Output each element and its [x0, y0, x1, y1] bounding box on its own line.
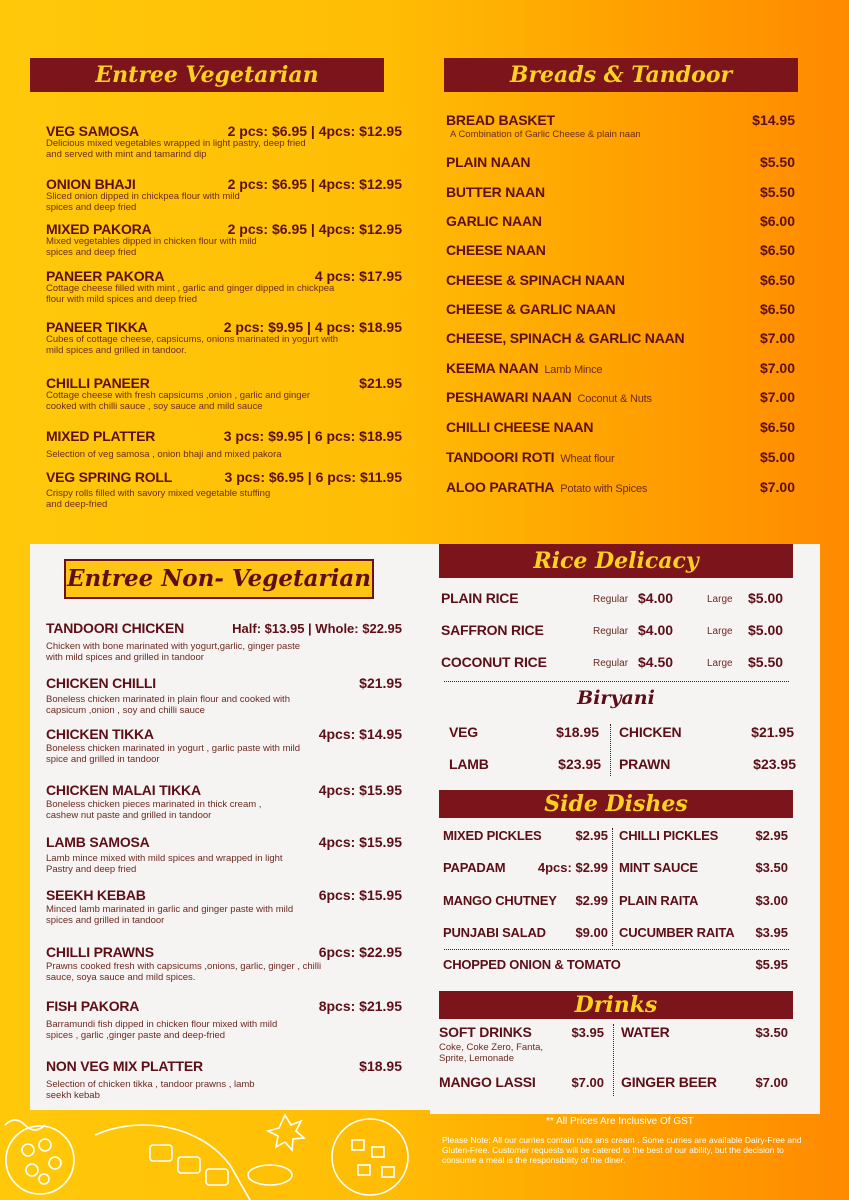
item-name: CHILLI PANEER — [46, 375, 150, 391]
item-name: SEEKH KEBAB — [46, 887, 146, 903]
item-price: $21.95 — [359, 375, 402, 391]
item-sub: Coconut & Nuts — [577, 393, 652, 405]
item-price: $6.50 — [759, 242, 795, 258]
item-price: $18.95 — [359, 1058, 402, 1074]
regular-price: $4.00 — [638, 622, 674, 638]
item-price: $3.50 — [755, 1025, 788, 1040]
item-name: CHICKEN — [619, 724, 682, 740]
menu-item — [443, 828, 608, 843]
item-name: PRAWN — [619, 756, 671, 772]
menu-item — [449, 756, 601, 772]
regular-price: $4.00 — [638, 590, 674, 606]
item-name: MANGO CHUTNEY — [443, 893, 557, 908]
item-name: CHEESE & GARLIC NAAN — [446, 301, 616, 317]
menu-item — [619, 925, 788, 940]
menu-item — [46, 782, 402, 821]
menu-item — [446, 242, 795, 258]
item-name: CHICKEN TIKKA — [46, 726, 154, 742]
regular-label: Regular — [593, 626, 629, 637]
item-name: MINT SAUCE — [619, 860, 698, 875]
item-name: PLAIN RICE — [441, 590, 519, 606]
rice-row — [441, 654, 793, 674]
menu-item — [443, 860, 608, 875]
food-illustration — [0, 1105, 440, 1200]
item-price: $6.50 — [759, 419, 795, 435]
item-name: MIXED PAKORA — [46, 221, 152, 237]
item-name: PLAIN NAAN — [446, 154, 531, 170]
item-price: $2.95 — [755, 828, 788, 843]
regular-price: $4.50 — [638, 654, 674, 670]
item-price: $6.50 — [759, 301, 795, 317]
menu-item — [46, 998, 402, 1041]
gst-note: ** All Prices Are Inclusive Of GST — [546, 1116, 694, 1127]
item-desc: Mixed vegetables dipped in chicken flour with mild spices and deep fried — [46, 236, 257, 258]
item-name: PANEER TIKKA — [46, 319, 148, 335]
item-name: GARLIC NAAN — [446, 213, 542, 229]
item-price: 6pcs: $15.95 — [318, 887, 402, 903]
item-name: BREAD BASKET — [446, 112, 555, 128]
item-name: CHEESE NAAN — [446, 242, 546, 258]
item-price: $7.00 — [759, 479, 795, 495]
menu-item — [446, 184, 795, 200]
item-name: WATER — [621, 1024, 670, 1040]
menu-item — [46, 726, 402, 765]
item-desc: Cottage cheese with fresh capsicums ,onion , garlic and ginger cooked with chilli sauce , soy sauce and mild sauce — [46, 390, 311, 412]
item-sub: Lamb Mince — [544, 364, 603, 376]
divider — [444, 949, 789, 950]
item-price: $18.95 — [556, 724, 599, 740]
item-price: 2 pcs: $6.95 | 4pcs: $12.95 — [227, 123, 402, 139]
item-name: SOFT DRINKS — [439, 1024, 532, 1040]
item-name: VEG SPRING ROLL — [46, 469, 173, 485]
bowl-icon — [332, 1119, 408, 1195]
menu-item — [446, 389, 795, 405]
skewer-icon — [95, 1125, 250, 1200]
item-name: NON VEG MIX PLATTER — [46, 1058, 203, 1074]
item-name: PAPADAM — [443, 860, 506, 875]
item-price: $5.95 — [755, 957, 788, 972]
item-name: MANGO LASSI — [439, 1074, 536, 1090]
item-name: LAMB — [449, 756, 489, 772]
item-name: MIXED PLATTER — [46, 428, 156, 444]
menu-item — [46, 375, 402, 412]
menu-item — [446, 330, 795, 346]
item-desc: Sliced onion dipped in chickpea flour with mild spices and deep fried — [46, 191, 240, 213]
item-price: Half: $13.95 | Whole: $22.95 — [232, 621, 402, 636]
rice-row — [441, 590, 793, 610]
breads-banner: Breads & Tandoor — [444, 58, 798, 92]
item-price: $5.00 — [759, 449, 795, 465]
divider — [610, 724, 611, 776]
item-price: $7.00 — [755, 1075, 788, 1090]
menu-item — [46, 620, 402, 663]
menu-item — [46, 221, 402, 258]
item-name: TANDOORI CHICKEN — [46, 620, 185, 636]
menu-item — [449, 724, 599, 740]
item-price: $3.95 — [571, 1025, 604, 1040]
item-price: 8pcs: $21.95 — [318, 998, 402, 1014]
item-price: 4pcs: $15.95 — [318, 782, 402, 798]
large-label: Large — [707, 626, 733, 637]
item-price: 2 pcs: $9.95 | 4 pcs: $18.95 — [223, 319, 402, 335]
large-price: $5.00 — [748, 622, 784, 638]
menu-item — [446, 479, 795, 495]
item-desc: Selection of chicken tikka , tandoor prawns , lamb seekh kebab — [46, 1079, 255, 1101]
item-name: FISH PAKORA — [46, 998, 140, 1014]
item-name: CUCUMBER RAITA — [619, 925, 735, 940]
item-name: BUTTER NAAN — [446, 184, 545, 200]
menu-item — [46, 1058, 402, 1101]
item-price: $6.50 — [759, 272, 795, 288]
item-price: 4pcs: $14.95 — [318, 726, 402, 742]
item-name: CHILLI CHEESE NAAN — [446, 419, 594, 435]
item-name: CHEESE & SPINACH NAAN — [446, 272, 625, 288]
item-desc: Coke, Coke Zero, Fanta, Sprite, Lemonade — [439, 1042, 544, 1064]
menu-item — [443, 925, 608, 940]
menu-item — [621, 1074, 788, 1090]
item-name: ALOO PARATHA Potato with Spices — [446, 479, 648, 495]
item-price: $23.95 — [558, 756, 601, 772]
menu-item — [46, 176, 402, 213]
menu-item — [443, 957, 788, 972]
item-desc: Selection of veg samosa , onion bhaji and mixed pakora — [46, 449, 282, 460]
menu-item — [46, 834, 402, 875]
menu-item — [439, 1024, 604, 1064]
item-name: VEG — [449, 724, 478, 740]
item-price: $21.95 — [359, 675, 402, 691]
item-desc: Boneless chicken pieces marinated in thick cream , cashew nut paste and grilled in tandoor — [46, 799, 262, 821]
plate-icon — [6, 1126, 74, 1194]
item-name: CHICKEN CHILLI — [46, 675, 156, 691]
item-price: $7.00 — [571, 1075, 604, 1090]
menu-item — [619, 756, 796, 772]
item-name: PLAIN RAITA — [619, 893, 699, 908]
large-price: $5.50 — [748, 654, 784, 670]
item-price: 3 pcs: $9.95 | 6 pcs: $18.95 — [223, 428, 402, 444]
item-price: $9.00 — [575, 925, 608, 940]
item-name: PUNJABI SALAD — [443, 925, 546, 940]
item-desc: Boneless chicken marinated in plain flour and cooked with capsicum ,onion , soy and chilli sauce — [46, 694, 290, 716]
item-price: $6.00 — [759, 213, 795, 229]
item-name: SAFFRON RICE — [441, 622, 544, 638]
item-name: VEG SAMOSA — [46, 123, 139, 139]
menu-item — [619, 893, 788, 908]
allergy-note: Please Note: All our curries contain nuts ans cream . Some curries are available Dairy-Free and Gluten-Free. Customer requests will be catered to the best of our ability, but the decision to consume a meal is the responsibility of the diner. — [442, 1135, 802, 1165]
item-price: 2 pcs: $6.95 | 4pcs: $12.95 — [227, 176, 402, 192]
item-name: PESHAWARI NAAN Coconut & Nuts — [446, 389, 652, 405]
item-price: $3.50 — [755, 860, 788, 875]
large-label: Large — [707, 658, 733, 669]
menu-item — [446, 449, 795, 465]
item-name: GINGER BEER — [621, 1074, 717, 1090]
menu-item — [46, 887, 402, 926]
menu-item — [443, 893, 608, 908]
entree-veg-banner: Entree Vegetarian — [30, 58, 384, 92]
item-desc: Prawns cooked fresh with capsicums ,onions, garlic, ginger , chilli sauce, soya sauce and mild spices. — [46, 961, 322, 983]
item-name: KEEMA NAAN Lamb Mince — [446, 360, 603, 376]
item-sub: Potato with Spices — [560, 483, 648, 495]
item-price: 3 pcs: $6.95 | 6 pcs: $11.95 — [224, 469, 402, 485]
item-price: 4 pcs: $17.95 — [314, 268, 402, 284]
item-price: $5.50 — [759, 154, 795, 170]
menu-item — [446, 112, 795, 141]
menu-item — [619, 828, 788, 843]
item-price: 4pcs: $15.95 — [318, 834, 402, 850]
menu-item — [46, 469, 402, 510]
menu-item — [46, 675, 402, 716]
item-desc: A Combination of Garlic Cheese & plain naan — [450, 129, 641, 140]
divider — [613, 1024, 614, 1096]
sides-banner: Side Dishes — [439, 790, 793, 818]
item-price: $3.95 — [755, 925, 788, 940]
menu-item — [446, 154, 795, 170]
item-desc: Cubes of cottage cheese, capsicums, onions marinated in yogurt with mild spices and grilled in tandoor. — [46, 334, 339, 356]
rice-banner: Rice Delicacy — [439, 544, 793, 578]
menu-item — [46, 123, 402, 160]
rice-row — [441, 622, 793, 642]
biryani-heading: Biryani — [577, 687, 655, 709]
item-price: $14.95 — [752, 112, 795, 128]
item-price: 6pcs: $22.95 — [318, 944, 402, 960]
menu-item — [446, 419, 795, 435]
item-desc: Minced lamb marinated in garlic and ginger paste with mild spices and grilled in tandoor — [46, 904, 294, 926]
menu-item — [46, 268, 402, 305]
item-name: CHILLI PRAWNS — [46, 944, 154, 960]
item-price: $7.00 — [759, 330, 795, 346]
item-price: $7.00 — [759, 360, 795, 376]
item-price: $2.99 — [575, 893, 608, 908]
item-desc: Boneless chicken marinated in yogurt , garlic paste with mild spice and grilled in tandoor — [46, 743, 300, 765]
item-name: ONION BHAJI — [46, 176, 136, 192]
item-name: COCONUT RICE — [441, 654, 547, 670]
item-sub: Wheat flour — [560, 453, 615, 465]
menu-item — [446, 301, 795, 317]
item-name: CHILLI PICKLES — [619, 828, 719, 843]
item-name: CHICKEN MALAI TIKKA — [46, 782, 201, 798]
menu-item — [446, 272, 795, 288]
regular-label: Regular — [593, 658, 629, 669]
item-price: $21.95 — [751, 724, 794, 740]
item-name: CHOPPED ONION & TOMATO — [443, 957, 621, 972]
drinks-banner: Drinks — [439, 991, 793, 1019]
item-desc: Crispy rolls filled with savory mixed vegetable stuffing and deep-fried — [46, 488, 271, 510]
menu-item — [621, 1024, 788, 1040]
menu-item — [46, 319, 402, 356]
item-desc: Barramundi fish dipped in chicken flour mixed with mild spices , garlic ,ginger paste and deep-fried — [46, 1019, 278, 1041]
item-price: $5.50 — [759, 184, 795, 200]
menu-item — [619, 860, 788, 875]
item-desc: Lamb mince mixed with mild spices and wrapped in light Pastry and deep fried — [46, 853, 283, 875]
item-price: $7.00 — [759, 389, 795, 405]
item-desc: Chicken with bone marinated with yogurt,garlic, ginger paste with mild spices and grilled in tandoor — [46, 641, 300, 663]
item-price: $2.95 — [575, 828, 608, 843]
regular-label: Regular — [593, 594, 629, 605]
item-name: TANDOORI ROTI Wheat flour — [446, 449, 615, 465]
menu-item — [446, 360, 795, 376]
entree-nonveg-banner: Entree Non- Vegetarian — [64, 559, 374, 599]
item-desc: Delicious mixed vegetables wrapped in light pastry, deep fried and served with mint and tamarind dip — [46, 138, 306, 160]
item-price: $23.95 — [753, 756, 796, 772]
menu-item — [46, 944, 402, 983]
item-desc: Cottage cheese filled with mint , garlic and ginger dipped in chickpea flour with mild spices and deep fried — [46, 283, 335, 305]
large-price: $5.00 — [748, 590, 784, 606]
divider — [612, 828, 613, 946]
item-name: PANEER PAKORA — [46, 268, 165, 284]
menu-item — [446, 213, 795, 229]
item-name: CHEESE, SPINACH & GARLIC NAAN — [446, 330, 685, 346]
star-anise-icon — [268, 1115, 304, 1150]
item-price: 4pcs: $2.99 — [537, 860, 608, 875]
menu-item — [439, 1074, 604, 1090]
item-name: MIXED PICKLES — [443, 828, 542, 843]
item-price: $3.00 — [755, 893, 788, 908]
menu-item — [619, 724, 794, 740]
divider — [444, 681, 789, 682]
menu-item — [46, 428, 402, 461]
large-label: Large — [707, 594, 733, 605]
item-price: 2 pcs: $6.95 | 4pcs: $12.95 — [227, 221, 402, 237]
item-name: LAMB SAMOSA — [46, 834, 150, 850]
